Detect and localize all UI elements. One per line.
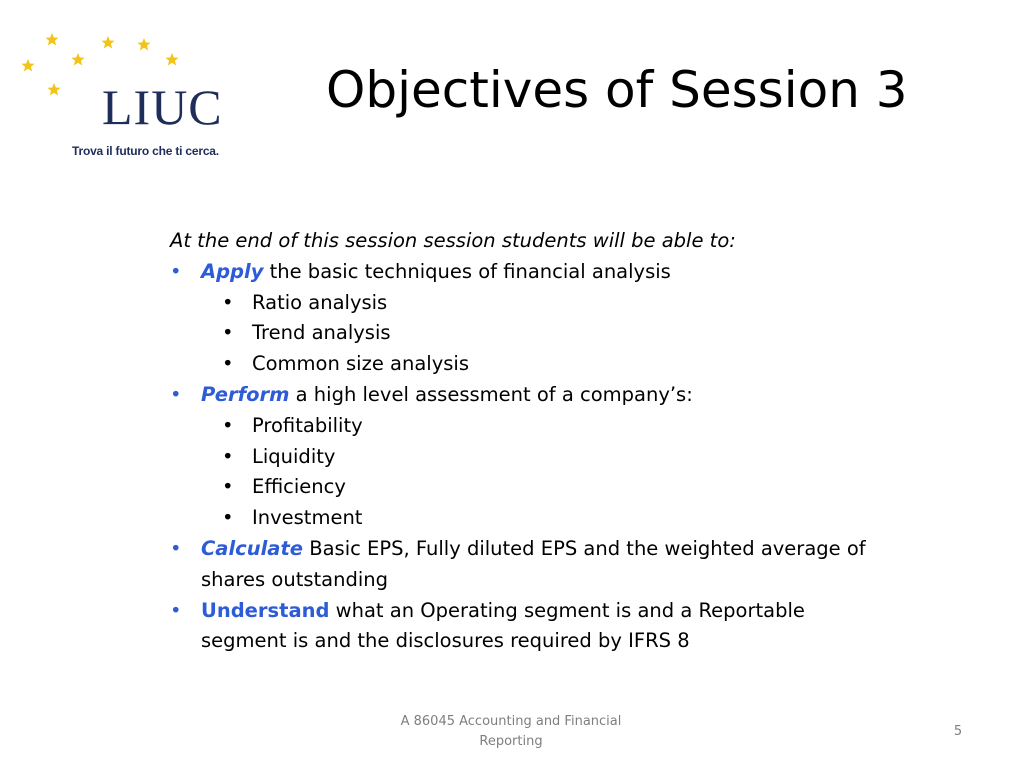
sub-item [170, 442, 890, 473]
star-icon [21, 59, 34, 72]
bullet-icon: • [170, 382, 182, 406]
sub-item-text: Common size analysis [252, 352, 469, 376]
sub-bullet-icon: • [222, 413, 234, 437]
sub-bullet-icon: • [222, 475, 234, 499]
star-icon [101, 36, 114, 49]
objective-keyword: Understand [201, 598, 330, 622]
objective-keyword: Apply [201, 259, 264, 283]
sub-item-text: Liquidity [252, 444, 336, 468]
liuc-logo [14, 24, 244, 164]
footer-line: Reporting [479, 734, 543, 749]
page-number: 5 [953, 724, 963, 739]
sub-item [170, 288, 890, 319]
sub-bullet-icon: • [222, 352, 234, 376]
footer-line: A 86045 Accounting and Financial [400, 714, 622, 729]
objective-text: Basic EPS, Fully diluted EPS and the weighted average of shares outstanding [201, 536, 866, 591]
objective-item [170, 534, 890, 596]
objective-item [170, 257, 890, 288]
logo-tagline: Trova il futuro che ti cerca. [72, 144, 219, 158]
star-icon [71, 53, 84, 66]
sub-item [170, 503, 890, 534]
intro-text: At the end of this session session students will be able to: [170, 229, 736, 252]
objective-item [170, 380, 890, 411]
sub-item [170, 318, 890, 349]
bullet-icon: • [170, 536, 182, 560]
star-icon [165, 53, 178, 66]
objective-text: what an Operating segment is and a Reportable segment is and the disclosures required by IFRS 8 [201, 598, 805, 653]
slide-title: Objectives of Session 3 [326, 61, 908, 119]
slide-body [170, 226, 890, 657]
objective-text: the basic techniques of financial analysis [269, 259, 671, 283]
star-icon [137, 38, 150, 51]
objective-keyword: Calculate [201, 536, 303, 560]
sub-bullet-icon: • [222, 290, 234, 314]
sub-item [170, 472, 890, 503]
bullet-icon: • [170, 598, 182, 622]
sub-bullet-icon: • [222, 444, 234, 468]
slide-footer [380, 712, 642, 752]
sub-item-text: Trend analysis [252, 321, 391, 345]
sub-bullet-icon: • [222, 506, 234, 530]
sub-item [170, 411, 890, 442]
star-icon [47, 83, 60, 96]
objective-keyword: Perform [201, 382, 290, 406]
sub-item-text: Efficiency [252, 475, 346, 499]
sub-bullet-icon: • [222, 321, 234, 345]
sub-item [170, 349, 890, 380]
star-icon [45, 33, 58, 46]
logo-wordmark: LIUC [102, 79, 223, 135]
sub-item-text: Investment [252, 506, 363, 530]
bullet-icon: • [170, 259, 182, 283]
objective-text: a high level assessment of a company’s: [295, 382, 693, 406]
sub-item-text: Ratio analysis [252, 290, 388, 314]
objective-item [170, 596, 890, 658]
sub-item-text: Profitability [252, 413, 363, 437]
